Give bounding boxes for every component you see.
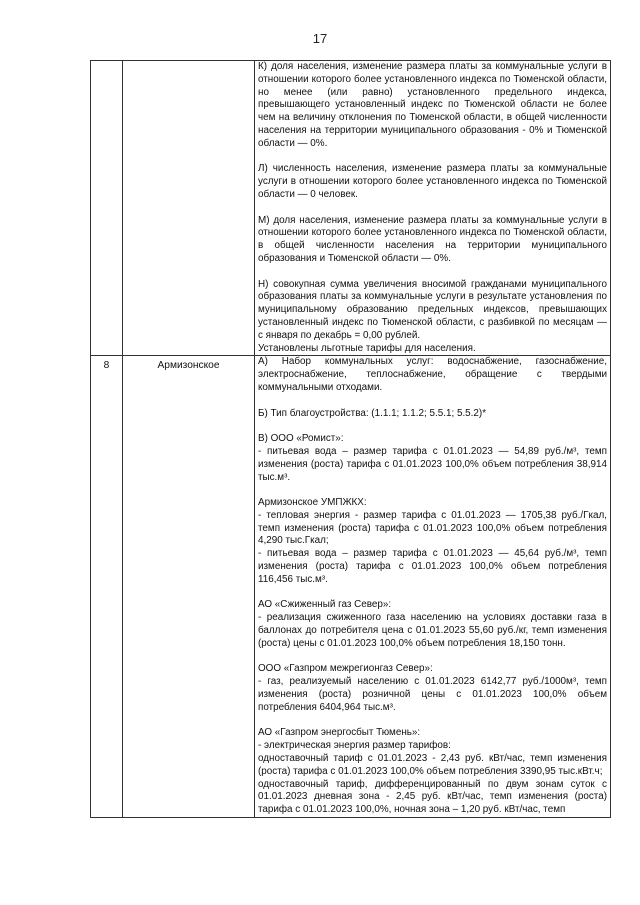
- description-cell: [255, 356, 611, 818]
- table-row: [91, 61, 611, 356]
- paragraph: Б) Тип благоустройства: (1.1.1; 1.1.2; 5.5.1; 5.5.2)*: [258, 407, 487, 419]
- paragraph-gap: [258, 651, 607, 664]
- municipality-cell: [123, 61, 255, 356]
- paragraph-gap: [258, 202, 607, 215]
- paragraph-gap: [258, 420, 607, 433]
- municipality-cell: Армизонское: [123, 356, 255, 818]
- paragraph-gap: [258, 395, 607, 408]
- paragraph: Армизонское УМПЖКХ:: [258, 497, 367, 509]
- paragraph-gap: [258, 715, 607, 728]
- row-number-cell: 8: [91, 356, 123, 818]
- table-row: [91, 356, 611, 818]
- paragraph: одноставочный тариф с 01.01.2023 - 2,43 руб. кВт/час, темп изменения (роста) тарифа с 01.01.2023 100,0% объем потребления 3390,95 тыс.кВт.ч;: [258, 753, 607, 777]
- paragraph: М) доля населения, изменение размера платы за коммунальные услуги в отношении которого более установленного индекса по Тюменской области, в общей численности населения на территории муниципального образования и Тюменской области — 0%.: [258, 214, 607, 264]
- paragraph: К) доля населения, изменение размера платы за коммунальные услуги в отношении которого более установленного индекса по Тюменской области, но менее (или равно) установленного предельного индекса, превышающего установленный индекс по Тюменской области не более чем на величину отклонения по Тюменской области, в общей численности населения на территории муниципального образования - 0% и Тюменской области — 0%.: [258, 61, 607, 149]
- description-cell: [255, 61, 611, 356]
- paragraph: - электрическая энергия размер тарифов:: [258, 740, 451, 752]
- paragraph: - тепловая энергия - размер тарифа с 01.01.2023 — 1705,38 руб./Гкал, темп изменения (роста) тарифа с 01.01.2023 100,0% объем потребления 4,290 тыс.Гкал;: [258, 509, 607, 547]
- paragraph: - питьевая вода – размер тарифа с 01.01.2023 — 45,64 руб./м³, темп изменения (роста) тарифа с 01.01.2023 100,0% объем потребления 116,456 тыс.м³.: [258, 548, 607, 585]
- paragraph: Л) численность населения, изменение размера платы за коммунальные услуги в отношении которого более установленного индекса по Тюменской области — 0 человек.: [258, 163, 607, 200]
- paragraph: - реализация сжиженного газа населению на условиях доставки газа в баллонах до потребителя цена с 01.01.2023 55,60 руб./кг, темп изменения (роста) цены с 01.01.2023 100,0% объем потребления 18,150 тонн.: [258, 612, 607, 649]
- paragraph-gap: [258, 587, 607, 600]
- row-number-cell: [91, 61, 123, 356]
- paragraph: Установлены льготные тарифы для населения.: [258, 342, 476, 354]
- paragraph: одноставочный тариф, дифференцированный по двум зонам суток с 01.01.2023 дневная зона - 2,45 руб. кВт/час, темп изменения (роста) тарифа с 01.01.2023 100,0%, ночная зона – 1,20 руб. кВт/час, темп: [258, 778, 607, 816]
- paragraph: - газ, реализуемый населению с 01.01.2023 6142,77 руб./1000м³, темп изменения (роста) розничной цены с 01.01.2023 100,0% объем потребления 6404,964 тыс.м³.: [258, 676, 607, 713]
- paragraph: Н) совокупная сумма увеличения вносимой гражданами муниципального образования платы за коммунальные услуги в результате установления по муниципальному образованию предельных индексов, превышающих установленный индекс по Тюменской области, с разбивкой по месяцам — с января по декабрь = 0,00 рублей.: [258, 278, 607, 341]
- page-number: 17: [312, 31, 328, 46]
- tariff-table: [90, 60, 611, 818]
- paragraph: ООО «Газпром межрегионгаз Север»:: [258, 663, 433, 675]
- paragraph: - питьевая вода – размер тарифа с 01.01.2023 — 54,89 руб./м³, темп изменения (роста) тарифа с 01.01.2023 100,0% объем потребления 38,914 тыс.м³.: [258, 445, 607, 483]
- paragraph: А) Набор коммунальных услуг: водоснабжение, газоснабжение, электроснабжение, теплоснабжение, обращение с твердыми коммунальными отходами.: [258, 356, 607, 393]
- paragraph-gap: [258, 484, 607, 497]
- paragraph: АО «Газпром энергосбыт Тюмень»:: [258, 727, 421, 739]
- paragraph-gap: [258, 151, 607, 164]
- paragraph: АО «Сжиженный газ Север»:: [258, 599, 392, 611]
- paragraph: В) ООО «Ромист»:: [258, 433, 344, 445]
- paragraph-gap: [258, 266, 607, 279]
